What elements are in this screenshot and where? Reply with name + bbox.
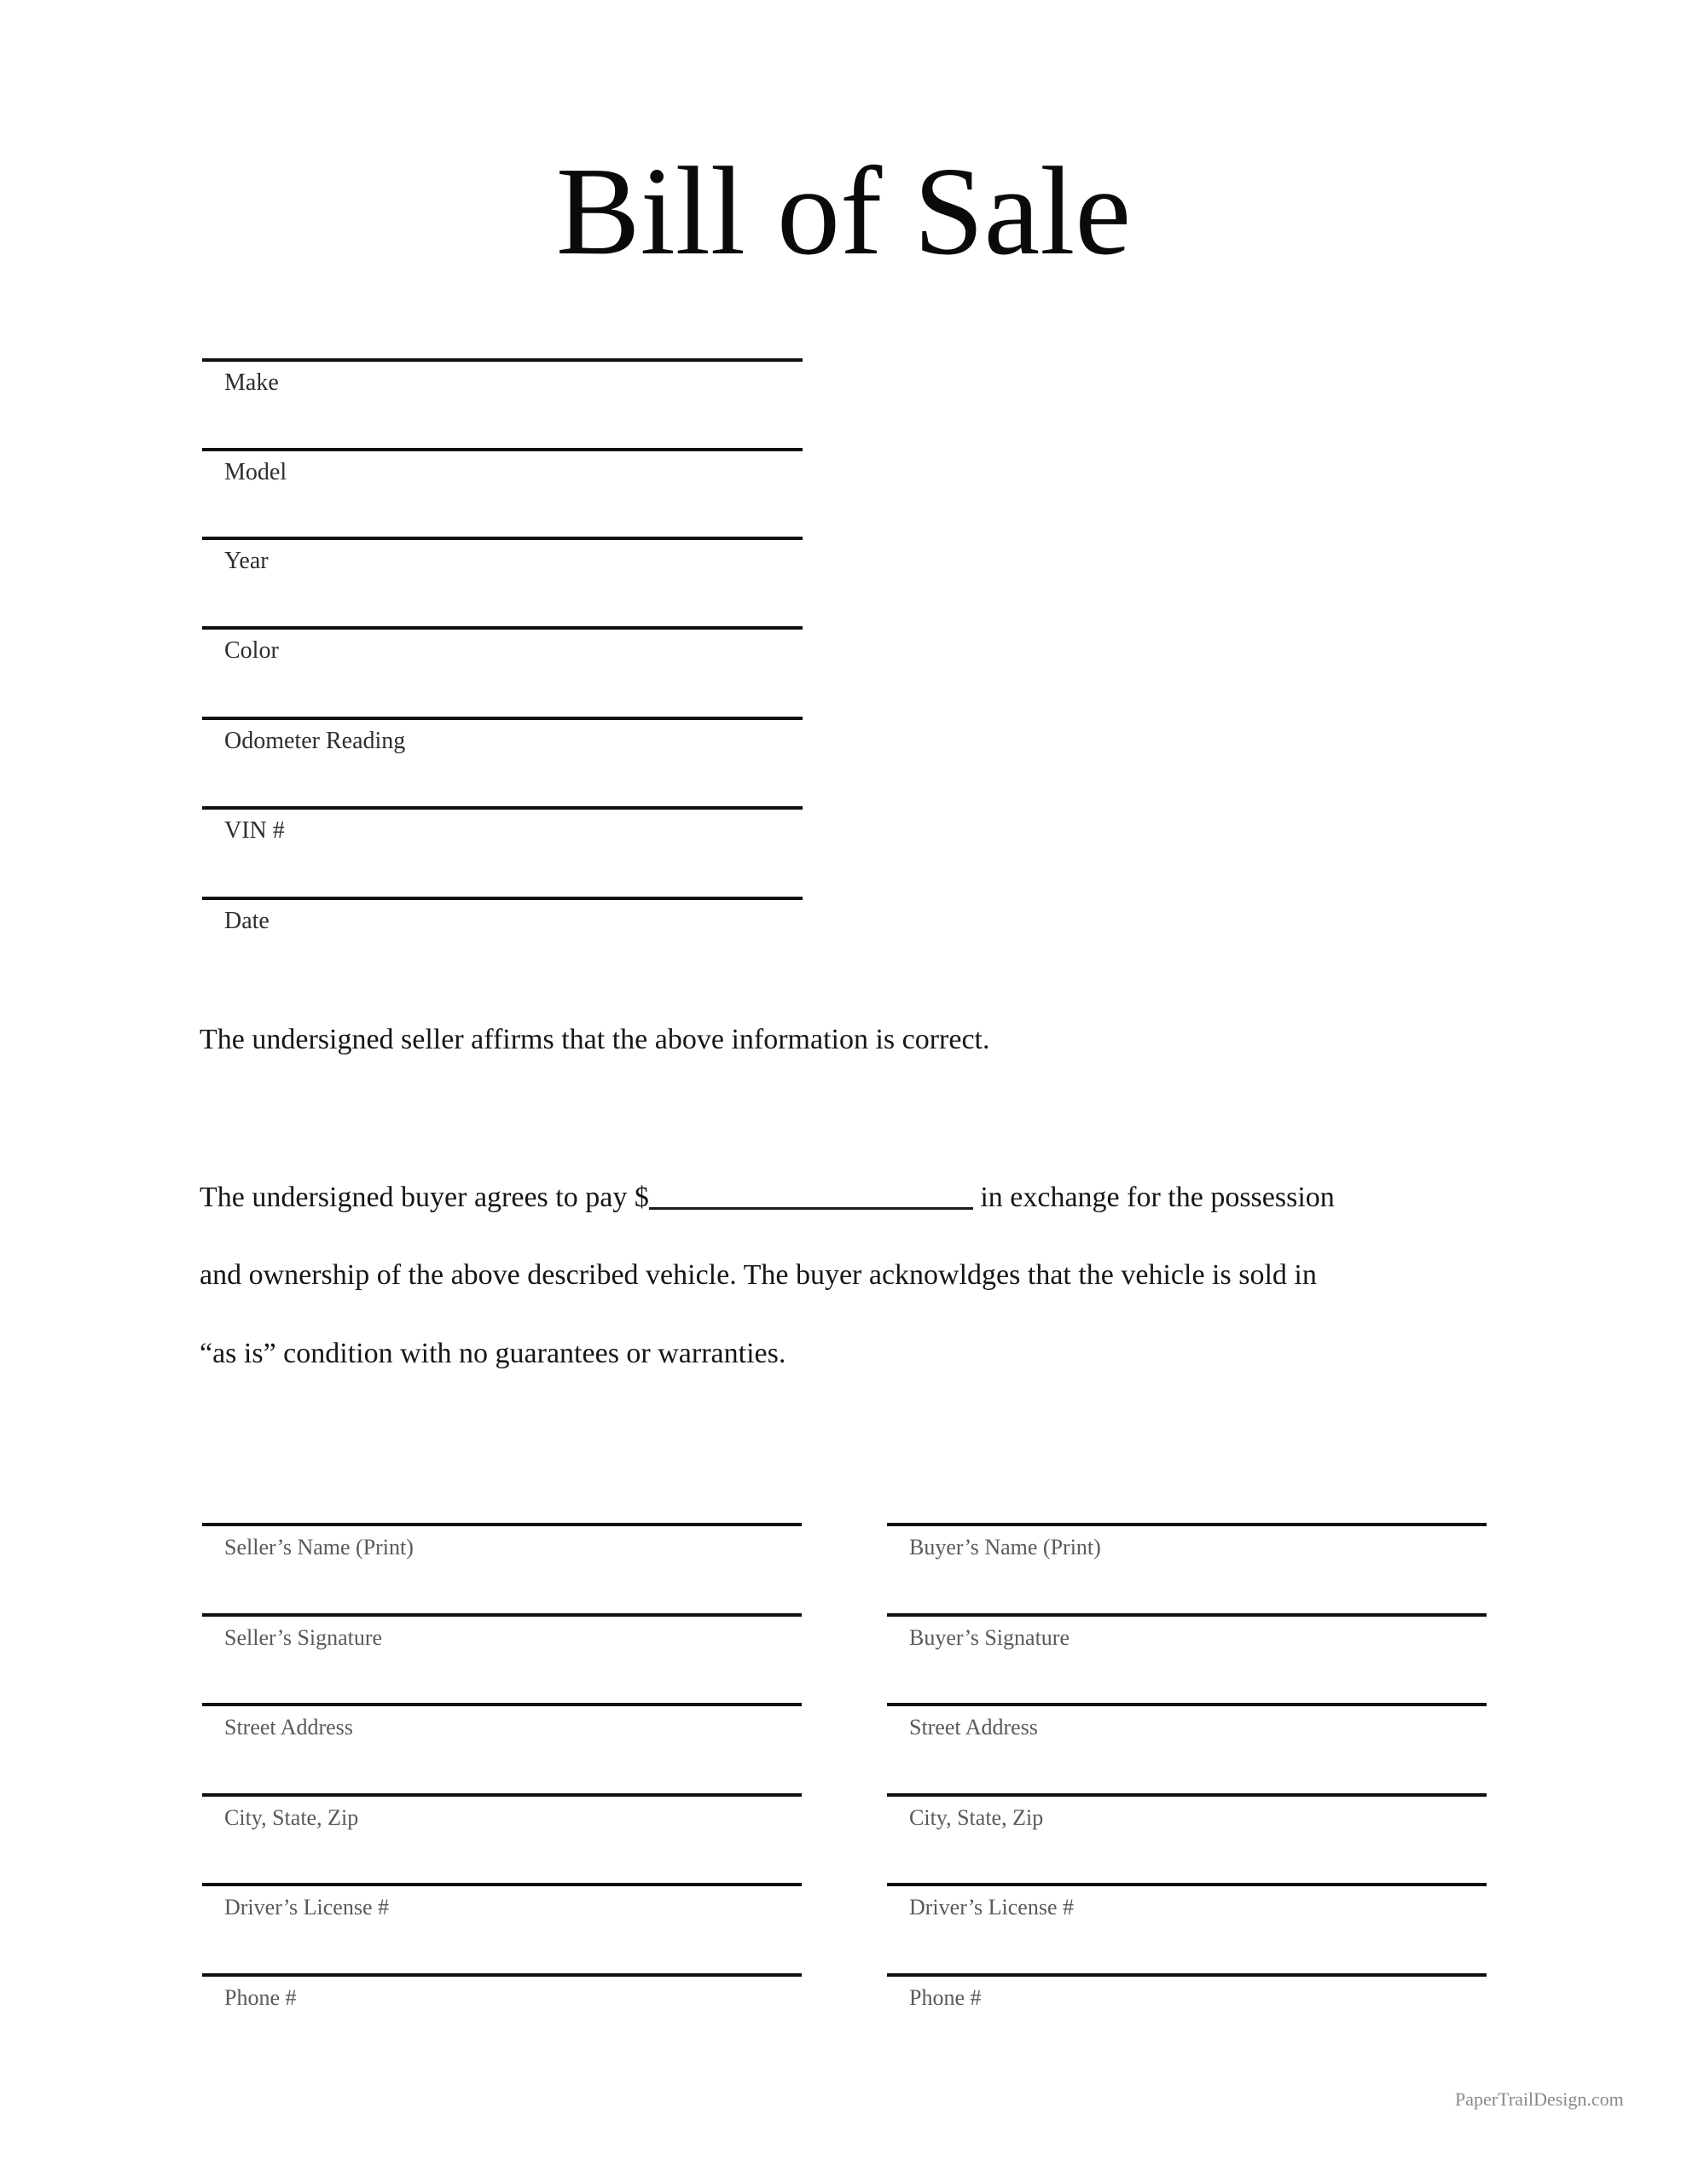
seller-name-label: Seller’s Name (Print) bbox=[224, 1535, 414, 1560]
make-field[interactable] bbox=[202, 358, 803, 397]
payment-amount-blank[interactable] bbox=[649, 1178, 973, 1210]
buyer-drivers-license-label: Driver’s License # bbox=[909, 1895, 1075, 1920]
seller-affirmation-text: The undersigned seller affirms that the above information is correct. bbox=[200, 1024, 990, 1055]
seller-signature-label: Seller’s Signature bbox=[224, 1625, 383, 1650]
buyer-drivers-license-field[interactable] bbox=[887, 1883, 1487, 1920]
seller-street-address-label: Street Address bbox=[224, 1715, 353, 1740]
ownership-statement-text: and ownership of the above described vehicle. The buyer acknowldges that the vehicle is sold in bbox=[200, 1259, 1317, 1291]
buyer-city-state-zip-label: City, State, Zip bbox=[909, 1805, 1044, 1830]
buyer-name-field[interactable] bbox=[887, 1523, 1487, 1560]
model-field-label: Model bbox=[224, 459, 287, 485]
seller-drivers-license-label: Driver’s License # bbox=[224, 1895, 390, 1920]
seller-city-state-zip-field[interactable] bbox=[202, 1793, 802, 1831]
buyer-phone-field[interactable] bbox=[887, 1973, 1487, 2011]
date-field[interactable] bbox=[202, 897, 803, 935]
color-field-label: Color bbox=[224, 637, 279, 664]
page-title: Bill of Sale bbox=[555, 142, 1132, 282]
payment-statement-suffix: in exchange for the possession bbox=[972, 1182, 1335, 1213]
buyer-signature-label: Buyer’s Signature bbox=[909, 1625, 1070, 1650]
buyer-street-address-field[interactable] bbox=[887, 1703, 1487, 1740]
seller-street-address-field[interactable] bbox=[202, 1703, 802, 1740]
date-field-label: Date bbox=[224, 908, 270, 934]
buyer-city-state-zip-field[interactable] bbox=[887, 1793, 1487, 1831]
seller-drivers-license-field[interactable] bbox=[202, 1883, 802, 1920]
buyer-name-label: Buyer’s Name (Print) bbox=[909, 1535, 1101, 1560]
buyer-phone-label: Phone # bbox=[909, 1985, 982, 2010]
payment-statement-prefix: The undersigned buyer agrees to pay $ bbox=[200, 1182, 649, 1213]
vin-field-label: VIN # bbox=[224, 817, 285, 844]
seller-phone-label: Phone # bbox=[224, 1985, 297, 2010]
odometer-field-label: Odometer Reading bbox=[224, 728, 406, 754]
odometer-field[interactable] bbox=[202, 717, 803, 755]
color-field[interactable] bbox=[202, 626, 803, 665]
seller-phone-field[interactable] bbox=[202, 1973, 802, 2011]
footer-credit-text: PaperTrailDesign.com bbox=[1455, 2088, 1624, 2110]
make-field-label: Make bbox=[224, 369, 279, 396]
as-is-statement-text: “as is” condition with no guarantees or warranties. bbox=[200, 1338, 786, 1369]
year-field[interactable] bbox=[202, 537, 803, 575]
seller-city-state-zip-label: City, State, Zip bbox=[224, 1805, 359, 1830]
model-field[interactable] bbox=[202, 448, 803, 486]
buyer-street-address-label: Street Address bbox=[909, 1715, 1038, 1740]
seller-name-field[interactable] bbox=[202, 1523, 802, 1560]
buyer-signature-field[interactable] bbox=[887, 1613, 1487, 1651]
seller-signature-field[interactable] bbox=[202, 1613, 802, 1651]
year-field-label: Year bbox=[224, 548, 269, 574]
payment-statement-line bbox=[200, 1178, 1335, 1217]
vin-field[interactable] bbox=[202, 806, 803, 845]
